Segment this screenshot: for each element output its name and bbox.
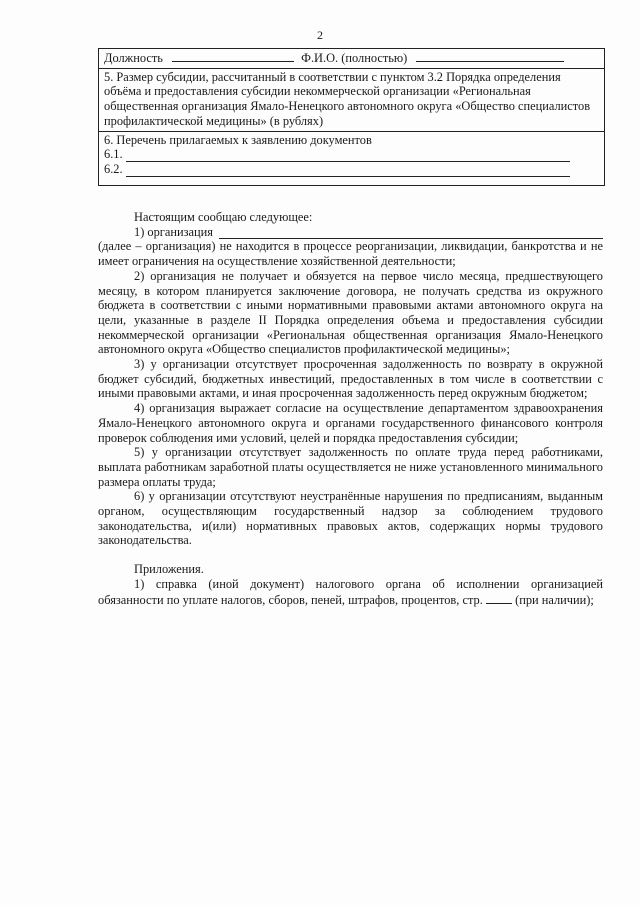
fio-blank[interactable]: [416, 50, 564, 62]
item6-1-label: 6.1.: [104, 147, 123, 162]
appendix-title: Приложения.: [134, 562, 204, 577]
item6-1-blank[interactable]: [126, 150, 570, 162]
paragraph-6: 6) у организации отсутствуют неустранённые нарушения по предписаниям, выданным органом, осуществляющим государственный надзор за соблюдением трудового законодательства, и(или) нормативных правовых актов, содержащих нормы трудового законодательства.: [98, 489, 603, 548]
organization-name-blank[interactable]: [219, 227, 603, 239]
page-number: 2: [317, 28, 323, 42]
paragraph-3: 3) у организации отсутствует просроченная задолженность по возврату в окружной бюджет субсидий, бюджетных инвестиций, предоставленных в том числе в соответствии с иными правовыми актами, и иная просроченная задолженность перед окружным бюджетом;: [98, 357, 603, 401]
application-form-table: [98, 48, 605, 186]
appendix-1-text: 1) справка (иной документ) налогового органа об исполнении организацией обязанности по уплате налогов, сборов, пеней, штрафов, процентов, стр.: [98, 576, 603, 607]
appendix-1-end: (при наличии);: [515, 592, 594, 607]
item5-row: [99, 68, 605, 131]
paragraph-5: 5) у организации отсутствует задолженность по оплате труда перед работниками, выплата работникам заработной платы осуществляется не ниже установленного минимального размера оплаты труда;: [98, 445, 603, 489]
intro-text: Настоящим сообщаю следующее:: [134, 210, 313, 224]
appendix-item-1: [98, 577, 603, 607]
paragraph-2: 2) организация не получает и обязуется на первое число месяца, предшествующего месяцу, в котором планируется заключение договора, не получать средства из окружного бюджета в соответствии с иными нормативными правовыми актами автономного округа на цели, указанные в разделе II Порядка определения объема и предоставления субсидии некоммерческой организации «Региональная общественная организация Ямало-Ненецкого автономного округа «Общество специалистов профилактической медицины»;: [98, 268, 603, 357]
page-count-blank[interactable]: [486, 592, 512, 604]
item6-row: [99, 131, 605, 185]
paragraph-4: 4) организация выражает согласие на осуществление департаментом здравоохранения Ямало-Ненецкого автономного округа и органами государственного финансового контроля проверок соблюдения ими условий, целей и порядка предоставления субсидии;: [98, 401, 603, 445]
item6-2-blank[interactable]: [126, 165, 570, 177]
position-blank[interactable]: [172, 50, 294, 62]
declaration-body: [98, 210, 603, 607]
fio-label: Ф.И.О. (полностью): [301, 51, 408, 65]
position-row: [99, 49, 605, 69]
item6-2-label: 6.2.: [104, 161, 123, 176]
item5-text: 5. Размер субсидии, рассчитанный в соответствии с пунктом 3.2 Порядка определения объёма и предоставления субсидии некоммерческой организации «Региональная общественная организация Ямало-Ненецкого автономного округа «Общество специалистов профилактической медицины» (в рублях): [99, 68, 605, 131]
p1-continuation: (далее – организация) не находится в процессе реорганизации, ликвидации, банкротства и не имеет ограничения на осуществление хозяйственной деятельности;: [98, 239, 603, 269]
item6-title: 6. Перечень прилагаемых к заявлению документов: [104, 132, 372, 147]
position-label: Должность: [104, 51, 163, 65]
p1-start: 1) организация: [134, 224, 214, 239]
